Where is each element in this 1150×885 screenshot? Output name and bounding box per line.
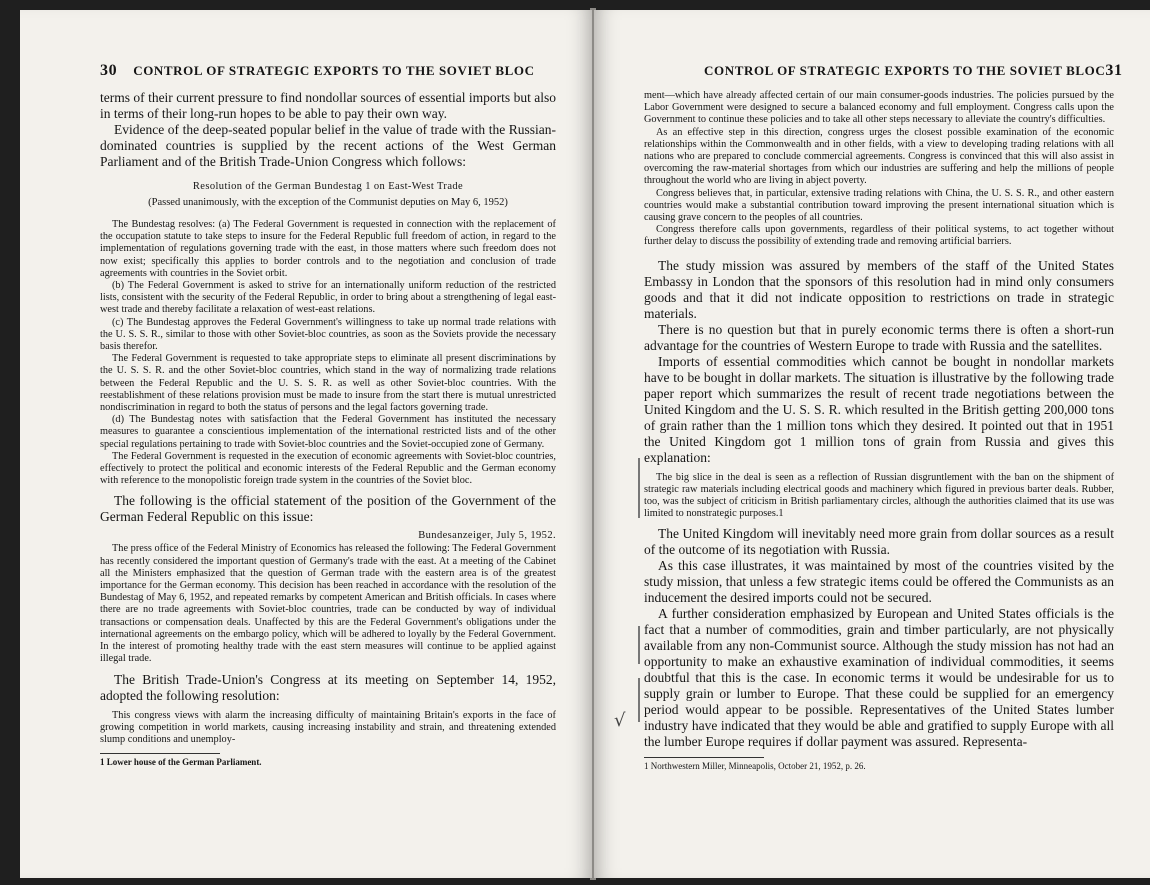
page-number: 30 [100,62,118,79]
paragraph: There is no question but that in purely economic terms there is often a short-run advantage for the countries of Western Europe to trade with Russia and the satellites. [644,321,1114,353]
margin-mark [638,626,640,664]
resolution-text: As an effective step in this direction, congress urges the closest possible examination of the economic relationships within the Commonwealth and in other fields, with a view to developing trading relations with all nations who are prepared to conclude commercial agreements. Congress is convinced that this will also assist in overcoming the raw-material shortages from which our industries are suffering and help the millions of people throughout the world who are living in abject poverty. [644,126,1114,187]
paragraph: Evidence of the deep-seated popular belief in the value of trade with the Russian-dominated countries is supplied by the recent actions of the West German Parliament and of the British Trade-Union Congress which follows: [100,122,556,169]
resolution-text: The Federal Government is requested in the execution of economic agreements with Soviet-bloc countries, effectively to protect the political and economic interests of the Federal Republic and the German economy with reference to the monopolistic foreign trade system in the countries of the Soviet bloc. [100,450,556,487]
statement-text: The press office of the Federal Ministry of Economics has released the following: The Federal Government has recently considered the important question of Germany's trade with the east. At a meeting of the Cabinet all the Ministers emphasized that the question of German trade with the eastern area is of the greatest importance for the German economy. This decision has been reached in accordance with the resolution of the Bundestag of May 6, 1952, and repeated remarks by competent American and British officials. In cases where there are no trade agreements with Soviet-bloc countries, trade can be conducted by way of individual transactions or compensation deals. Unaffected by this are the Federal Government's obligations under the international agreements on the embargo policy, which will be adhered to loyally by the Federal Government. In the interest of promoting healthy trade with the east stern measures will continue to be applied against illegal trade. [100,543,556,665]
page-number: 31 [1105,62,1123,79]
resolution-text: Congress therefore calls upon governments, regardless of their political systems, to act together without further delay to discuss the possibility of extending trade and removing artificial barriers. [644,224,1114,248]
resolution-text: (c) The Bundestag approves the Federal Government's willingness to take up normal trade relations with the U. S. S. R., similar to those with other Soviet-bloc countries, as soon as the Soviets provide the necessary basis therefor. [100,316,556,353]
paragraph: terms of their current pressure to find nondollar sources of essential imports but also in terms of their long-run hopes to be able to pay their own way. [100,90,556,121]
check-mark-icon: √ [614,710,626,731]
resolution-title: Resolution of the German Bundestag 1 on East-West Trade [192,181,464,192]
resolution-text: ment—which have already affected certain of our main consumer-goods industries. The policies pursued by the Labor Government were designed to secure a balanced economy and full employment. Congress calls upon the Government to continue these policies and to take all other steps necessary to alleviate the country's difficulties. [644,90,1114,126]
resolution-text: The Federal Government is requested to take appropriate steps to eliminate all present discriminations by the U. S. S. R. and the other Soviet-bloc countries, which stand in the way of normalizing trade relations between the Federal Republic and the U. S. S. R. as well as other Soviet-bloc countries. With the reestablishment of these relations provision must be made to insure from the start there is mutual unrestricted nondiscrimination in regard to both the status of persons and the legal factors governing trade. [100,353,556,414]
margin-mark [638,678,640,722]
resolution-text: This congress views with alarm the increasing difficulty of maintaining Britain's exports in the face of growing competition in world markets, causing increasing instability and strain, and threatening extended slump conditions and unemploy- [100,709,556,745]
footnote-rule [100,753,220,754]
running-head-title: CONTROL OF STRATEGIC EXPORTS TO THE SOVIET BLOC [133,63,535,78]
margin-mark [638,458,640,518]
running-head-title: CONTROL OF STRATEGIC EXPORTS TO THE SOVIET BLOC [704,63,1106,78]
resolution-subtitle: (Passed unanimously, with the exception of the Communist deputies on May 6, 1952) [148,197,508,208]
paragraph: The study mission was assured by members of the staff of the United States Embassy in London that the sponsors of this resolution had in mind only consumers goods and that it did not indicate opposition to restrictions on trade in strategic materials. [644,257,1114,321]
paragraph: The British Trade-Union's Congress at its meeting on September 14, 1952, adopted the following resolution: [100,671,556,703]
paragraph: The United Kingdom will inevitably need more grain from dollar sources as a result of the outcome of its negotiation with Russia. [644,526,1114,558]
footnote: 1 Northwestern Miller, Minneapolis, October 21, 1952, p. 26. [644,761,866,772]
footnote: 1 Lower house of the German Parliament. [100,757,262,768]
paragraph: Imports of essential commodities which cannot be bought in nondollar markets have to be bought in dollar markets. The situation is illustrative by the following trade paper report which summarizes the result of recent trade negotiations between the United Kingdom and the U. S. S. R. which resulted in the British getting 200,000 tons of grain rather than the 1 million tons which they desired. It pointed out that in 1951 the United Kingdom got 1 million tons of grain from Russia and gives this explanation: [644,353,1114,465]
right-page [594,10,1150,878]
source-citation: Bundesanzeiger, July 5, 1952. [418,530,556,542]
resolution-text: The Bundestag resolves: (a) The Federal Government is requested in connection with the replacement of the occupation statute to take steps to insure for the Federal Republic full freedom of action, in regard to the implementation of regulations governing trade with the east, in those matters where such freedom does not now exist; specifically this applies to border controls and to the negotiation and conclusion of trade agreements with countries in the Soviet orbit. [100,219,556,279]
footnote-rule [644,757,764,758]
resolution-text: (d) The Bundestag notes with satisfaction that the Federal Government has instituted the necessary measures to guarantee a conscientious implementation of the international restricted lists and of the other special regulations pertaining to trade with Soviet-bloc countries and the Soviet-occupied zone of Germany. [100,414,556,450]
block-quote: The big slice in the deal is seen as a reflection of Russian disgruntlement with the ban on the shipment of strategic raw materials including electrical goods and machinery which figured in previous barter deals. Rubber, too, was the subject of criticism in British parliamentary circles, although the authorities claimed that its use was limited to nonstrategic purposes.1 [644,471,1114,520]
resolution-text: Congress believes that, in particular, extensive trading relations with China, the U. S. S. R., and other eastern countries would make a substantial contribution toward improving the present international situation which is causing grave concern to the peoples of all countries. [644,187,1114,224]
paragraph: The following is the official statement of the position of the Government of the German Federal Republic on this issue: [100,493,556,525]
resolution-text: (b) The Federal Government is asked to strive for an internationally uniform reduction of the restricted lists, consistent with the security of the Federal Republic, in order to bring about a strengthening of legal east-west trade and thereby facilitate a relaxation of west-east relations. [100,280,556,316]
paragraph: A further consideration emphasized by European and United States officials is the fact that a number of commodities, grain and timber particularly, are not physically available from any non-Communist source. Although the study mission has not had an opportunity to make an exhaustive examination of individual commodities, it seems doubtful that this is the case. In economic terms it would be undesirable for us to supply grain or lumber to Europe. That these could be supplied for an emergency period would appear to be possible. Representatives of the United States lumber industry have indicated that they would be able and gratified to supply Europe with all the lumber Europe requires if dollar payment was assured. Representa- [644,606,1114,750]
running-header [100,62,556,80]
paragraph: As this case illustrates, it was maintained by most of the countries visited by the study mission, that unless a few strategic items could be offered the Communists as an inducement the desired imports could not be secured. [644,558,1114,606]
running-header [644,62,1123,80]
left-page [20,10,592,878]
